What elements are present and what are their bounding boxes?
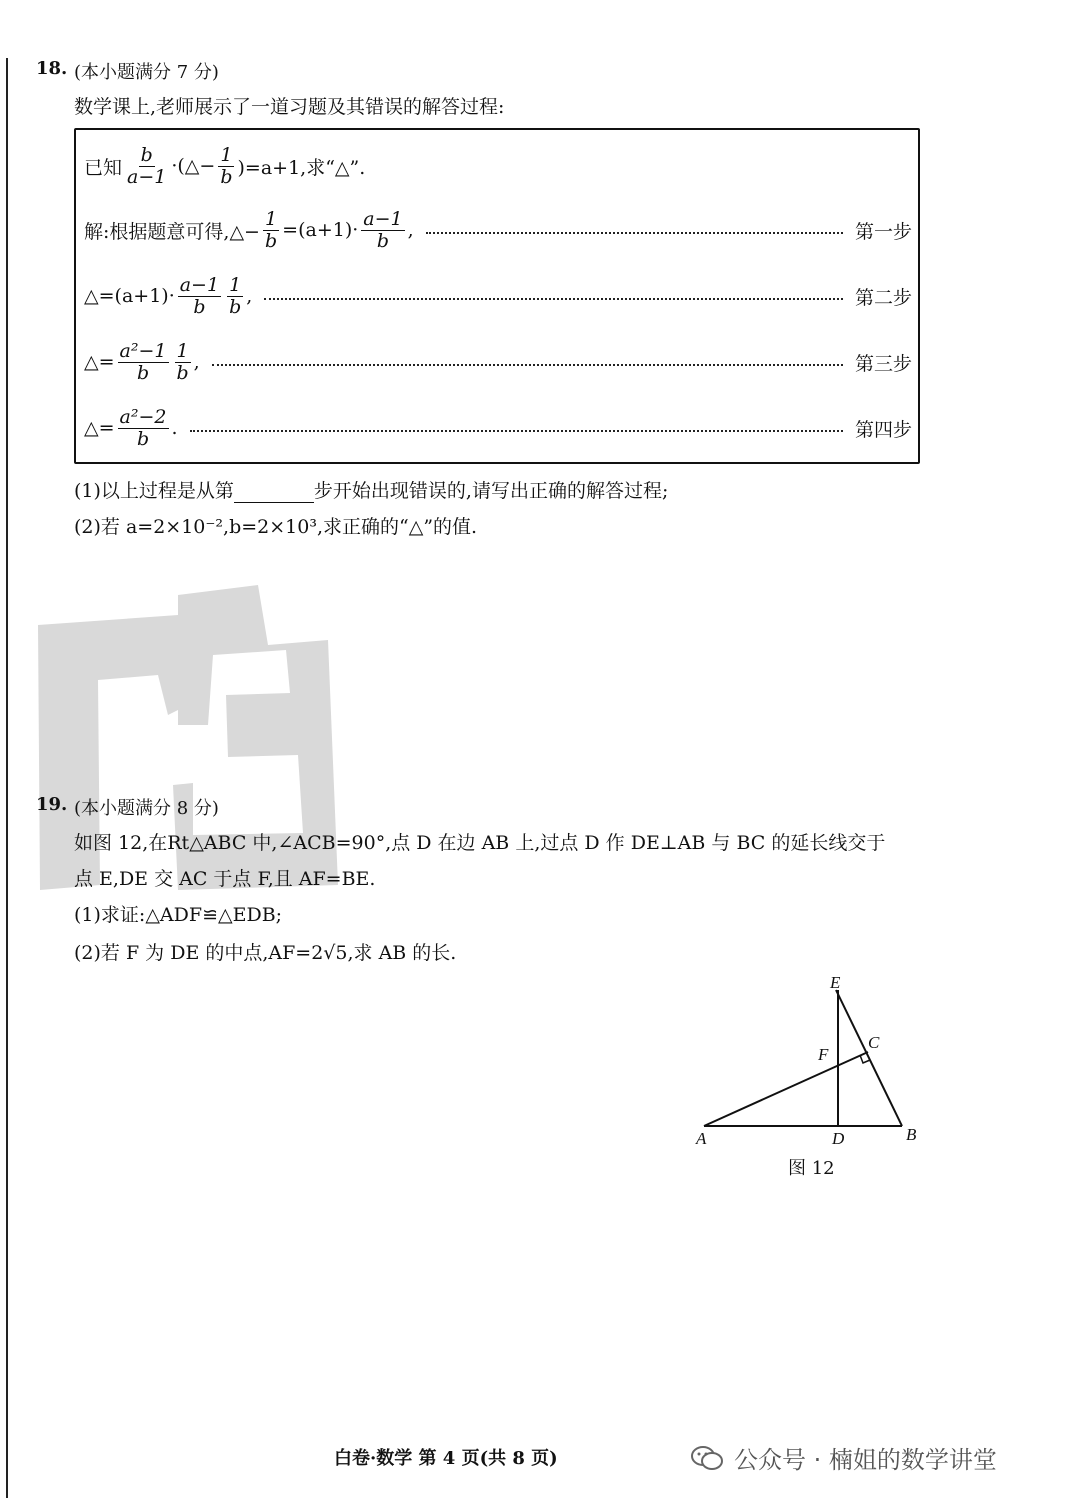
triangle-figure bbox=[690, 968, 940, 1183]
step1-leader-dots bbox=[426, 232, 843, 234]
step1-prefix: 解:根据题意可得,△− bbox=[84, 220, 260, 243]
given-frac-num: b bbox=[140, 143, 153, 166]
step1-fraction-1 bbox=[263, 209, 279, 252]
step3-fraction-1 bbox=[118, 341, 169, 384]
step2-row bbox=[84, 270, 912, 322]
label-A: A bbox=[696, 1129, 707, 1148]
step4-f1-den: b bbox=[136, 427, 150, 450]
step3-f1-den: b bbox=[136, 361, 150, 384]
given-prefix: 已知 bbox=[84, 156, 123, 179]
q19-part2: (2)若 F 为 DE 的中点,AF=2√5,求 AB 的长. bbox=[74, 942, 457, 964]
brand-text: 公众号 · 楠姐的数学讲堂 bbox=[734, 1446, 997, 1474]
given-frac-den: a−1 bbox=[127, 165, 167, 188]
step1-row bbox=[84, 204, 912, 256]
q18-part1 bbox=[74, 476, 668, 503]
q18-part2: (2)若 a=2×10⁻²,b=2×10³,求正确的“△”的值. bbox=[74, 516, 478, 538]
answer-blank[interactable] bbox=[234, 484, 314, 503]
q18-part1-b: 步开始出现错误的,请写出正确的解答过程; bbox=[313, 480, 669, 502]
step1-label: 第一步 bbox=[854, 220, 912, 243]
step1-f1-num: 1 bbox=[265, 207, 278, 230]
q19-line1: 如图 12,在Rt△ABC 中,∠ACB=90°,点 D 在边 AB 上,过点 D 作 DE⊥AB 与 BC 的延长线交于 bbox=[74, 832, 886, 854]
q19-line2: 点 E,DE 交 AC 于点 F,且 AF=BE. bbox=[74, 868, 376, 890]
page-footer: 白卷·数学 第 4 页(共 8 页) bbox=[334, 1448, 558, 1469]
step3-f2-num: 1 bbox=[176, 339, 189, 362]
q19-number: 19. bbox=[36, 794, 68, 815]
given-row bbox=[84, 140, 912, 192]
given-frac2-den: b bbox=[220, 165, 233, 188]
step3-leader-dots bbox=[212, 364, 843, 366]
wechat-brand bbox=[690, 1440, 997, 1475]
step3-f1-num: a²−1 bbox=[119, 339, 167, 362]
step4-leader-dots bbox=[190, 430, 843, 432]
given-fraction-2 bbox=[218, 145, 234, 188]
left-margin-rule bbox=[6, 58, 8, 1498]
step4-fraction-1 bbox=[118, 407, 169, 450]
step2-suffix: , bbox=[246, 285, 253, 307]
segment-EB bbox=[836, 990, 902, 1126]
step2-label: 第二步 bbox=[854, 286, 912, 309]
label-F: F bbox=[818, 1045, 829, 1064]
given-fraction bbox=[125, 145, 168, 188]
step2-f1-den: b bbox=[193, 295, 206, 318]
given-frac2-num: 1 bbox=[220, 143, 233, 166]
solution-box bbox=[74, 128, 920, 464]
step1-fraction-2 bbox=[361, 209, 404, 252]
q19-part1: (1)求证:△ADF≌△EDB; bbox=[74, 904, 283, 926]
step1-f1-den: b bbox=[264, 229, 278, 252]
step1-mid: =(a+1)· bbox=[282, 219, 359, 241]
step4-row bbox=[84, 402, 912, 454]
step1-suffix: , bbox=[407, 219, 414, 241]
step2-f2-num: 1 bbox=[229, 273, 242, 296]
segment-AC bbox=[704, 1052, 868, 1126]
q18-intro: 数学课上,老师展示了一道习题及其错误的解答过程: bbox=[74, 96, 505, 118]
q18-number: 18. bbox=[36, 58, 68, 79]
step2-leader-dots bbox=[264, 298, 843, 300]
label-C: C bbox=[868, 1033, 880, 1052]
step3-f2-den: b bbox=[176, 361, 189, 384]
step4-prefix: △= bbox=[84, 417, 115, 439]
label-D: D bbox=[832, 1129, 845, 1148]
step2-fraction-2 bbox=[227, 275, 243, 318]
given-suffix: )=a+1,求“△”. bbox=[237, 156, 366, 179]
q18-part1-a: (1)以上过程是从第 bbox=[74, 480, 234, 502]
step4-label: 第四步 bbox=[854, 418, 912, 441]
step3-row bbox=[84, 336, 912, 388]
step1-f2-num: a−1 bbox=[363, 207, 403, 230]
step3-prefix: △= bbox=[84, 351, 115, 373]
wechat-icon bbox=[690, 1444, 724, 1472]
step3-fraction-2 bbox=[175, 341, 191, 384]
step4-suffix: . bbox=[171, 417, 178, 439]
q18-header: (本小题满分 7 分) bbox=[74, 62, 219, 83]
q19-header: (本小题满分 8 分) bbox=[74, 798, 219, 819]
step1-f2-den: b bbox=[376, 229, 390, 252]
label-E: E bbox=[830, 973, 841, 992]
step2-prefix: △=(a+1)· bbox=[84, 285, 175, 307]
figure-caption: 图 12 bbox=[788, 1158, 835, 1179]
step2-f2-den: b bbox=[229, 295, 242, 318]
step3-label: 第三步 bbox=[854, 352, 912, 375]
step3-suffix: , bbox=[193, 351, 200, 373]
step2-fraction-1 bbox=[178, 275, 221, 318]
given-mid: ·(△− bbox=[171, 155, 216, 177]
label-B: B bbox=[906, 1125, 917, 1144]
step2-f1-num: a−1 bbox=[179, 273, 220, 296]
step4-f1-num: a²−2 bbox=[119, 405, 167, 428]
